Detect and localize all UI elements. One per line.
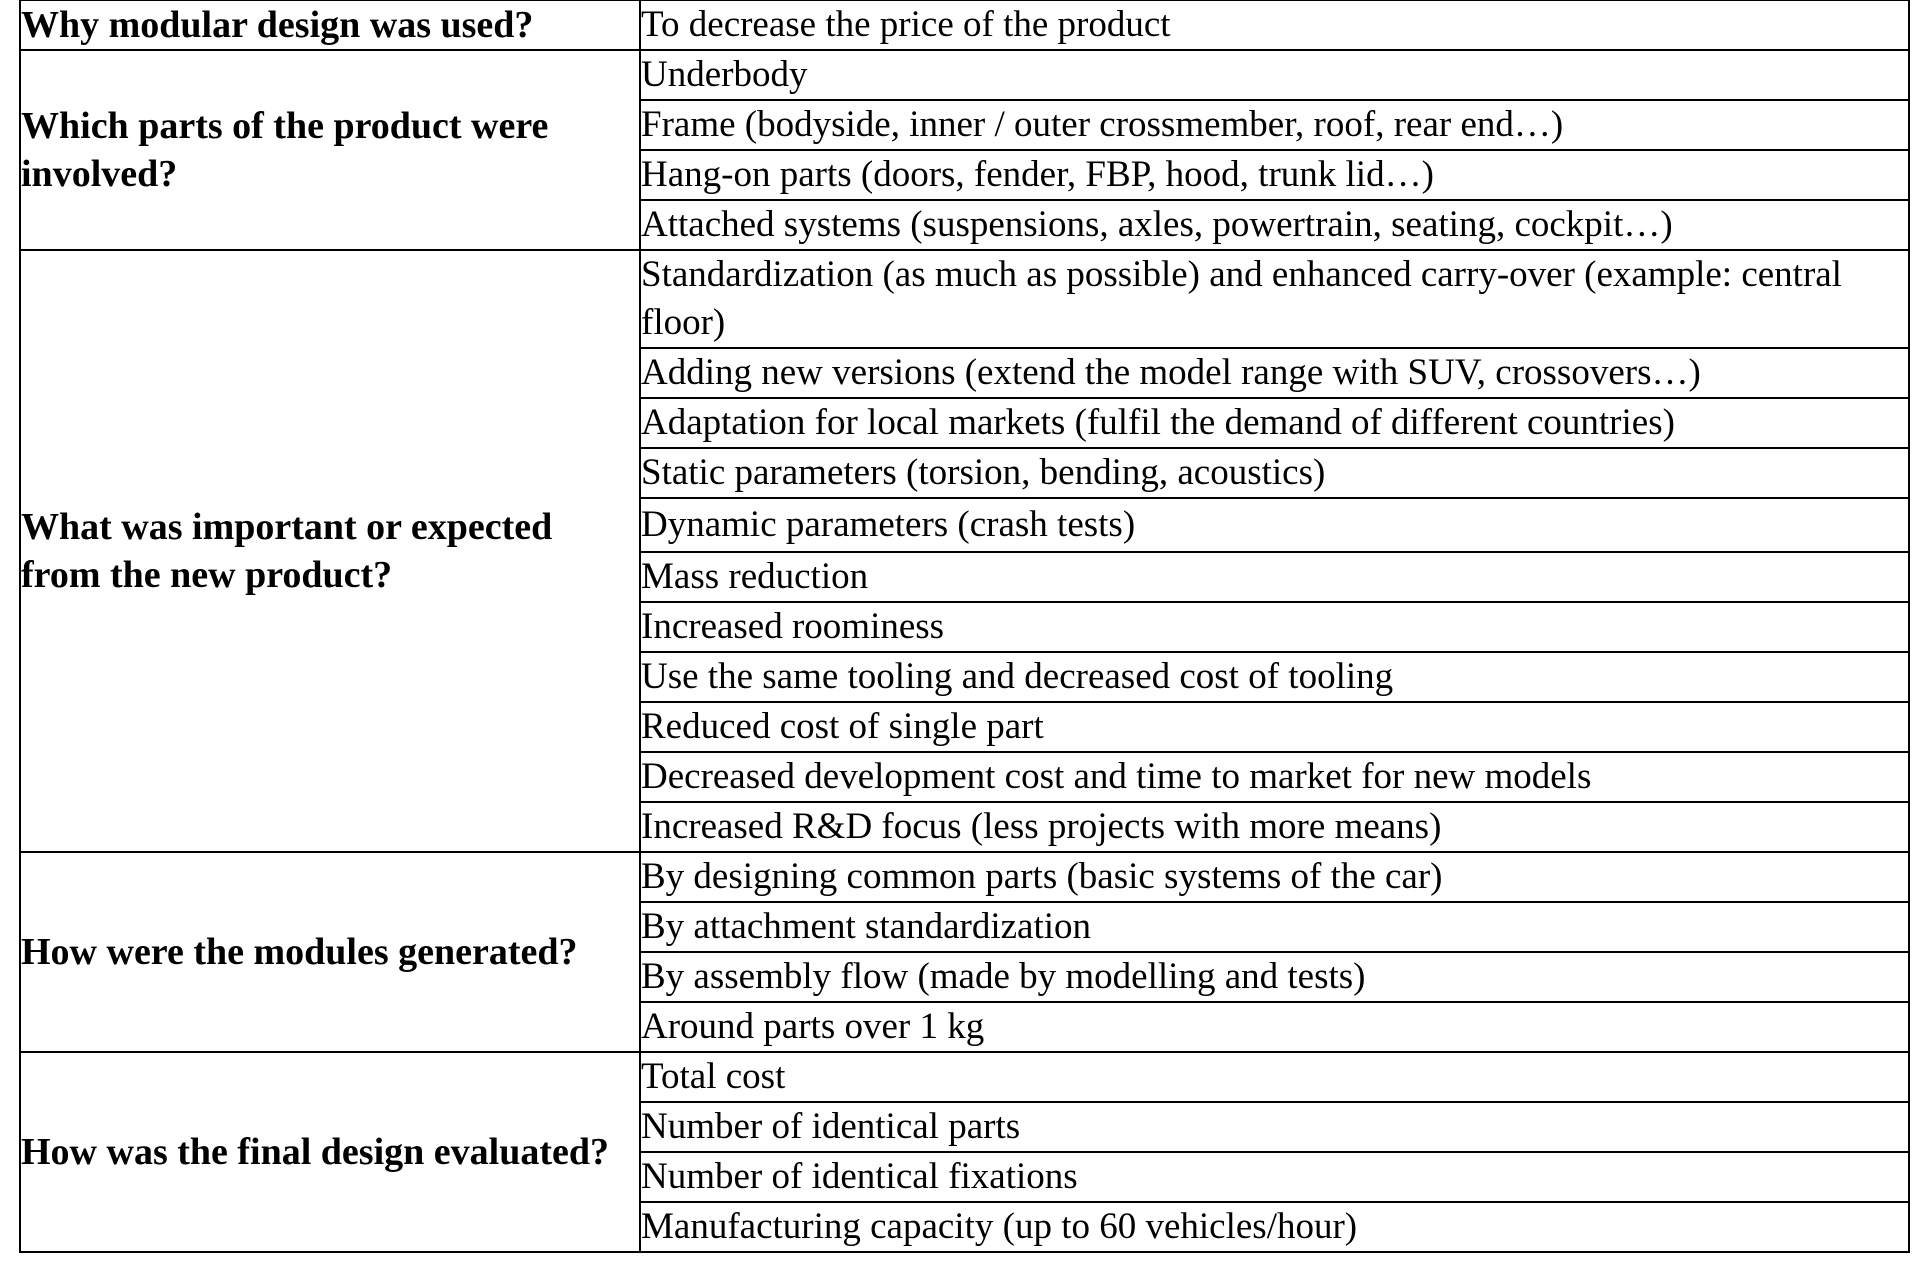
question-text: Which parts of the product were involved? xyxy=(21,105,549,195)
answer-text: Static parameters (torsion, bending, acoustics) xyxy=(641,452,1326,493)
answer-text: By attachment standardization xyxy=(641,906,1092,947)
answer-text: Increased roominess xyxy=(641,606,945,647)
answer-cell xyxy=(640,50,1909,100)
answer-text: Attached systems (suspensions, axles, powertrain, seating, cockpit…) xyxy=(641,204,1673,245)
modular-design-table xyxy=(19,0,1910,1253)
answer-text: Increased R&D focus (less projects with more means) xyxy=(641,806,1442,847)
answer-text: Standardization (as much as possible) and enhanced carry-over (example: central floor) xyxy=(641,254,1842,343)
answer-text: Decreased development cost and time to market for new models xyxy=(641,756,1592,797)
answer-cell xyxy=(640,802,1909,852)
question-cell xyxy=(20,0,640,50)
table-row xyxy=(20,0,1909,50)
question-cell xyxy=(20,250,640,852)
answer-cell xyxy=(640,1102,1909,1152)
question-cell xyxy=(20,1052,640,1252)
answer-cell xyxy=(640,752,1909,802)
answer-cell xyxy=(640,348,1909,398)
table-row xyxy=(20,50,1909,100)
question-text: What was important or expected from the new product? xyxy=(21,506,553,596)
answer-text: Frame (bodyside, inner / outer crossmember, roof, rear end…) xyxy=(641,104,1564,145)
answer-text: By assembly flow (made by modelling and tests) xyxy=(641,956,1366,997)
answer-text: Number of identical parts xyxy=(641,1106,1021,1147)
answer-text: Number of identical fixations xyxy=(641,1156,1078,1197)
answer-cell xyxy=(640,1202,1909,1252)
answer-text: Use the same tooling and decreased cost of tooling xyxy=(641,656,1394,697)
answer-text: Underbody xyxy=(641,54,808,95)
answer-cell xyxy=(640,448,1909,498)
table-row xyxy=(20,1052,1909,1102)
answer-cell xyxy=(640,552,1909,602)
table-row xyxy=(20,250,1909,348)
answer-cell xyxy=(640,0,1909,50)
answer-text: Adaptation for local markets (fulfil the demand of different countries) xyxy=(641,402,1675,443)
answer-cell xyxy=(640,1052,1909,1102)
question-text: How was the final design evaluated? xyxy=(21,1131,609,1173)
answer-cell xyxy=(640,1002,1909,1052)
answer-text: To decrease the price of the product xyxy=(641,4,1171,45)
answer-text: Mass reduction xyxy=(641,556,869,597)
answer-text: Reduced cost of single part xyxy=(641,706,1044,747)
answer-text: Around parts over 1 kg xyxy=(641,1006,985,1047)
answer-cell xyxy=(640,602,1909,652)
answer-cell xyxy=(640,652,1909,702)
answer-text: Dynamic parameters (crash tests) xyxy=(641,504,1136,545)
answer-cell xyxy=(640,952,1909,1002)
answer-cell xyxy=(640,1152,1909,1202)
table-row xyxy=(20,852,1909,902)
answer-text: Manufacturing capacity (up to 60 vehicles/hour) xyxy=(641,1206,1358,1247)
answer-cell xyxy=(640,902,1909,952)
question-cell xyxy=(20,50,640,250)
question-text: How were the modules generated? xyxy=(21,931,578,973)
answer-cell xyxy=(640,498,1909,552)
answer-text: Hang-on parts (doors, fender, FBP, hood, trunk lid…) xyxy=(641,154,1434,195)
answer-cell xyxy=(640,398,1909,448)
answer-cell xyxy=(640,250,1909,348)
answer-cell xyxy=(640,702,1909,752)
answer-text: Total cost xyxy=(641,1056,786,1097)
answer-cell xyxy=(640,852,1909,902)
answer-text: Adding new versions (extend the model range with SUV, crossovers…) xyxy=(641,352,1701,393)
answer-cell xyxy=(640,100,1909,150)
answer-text: By designing common parts (basic systems of the car) xyxy=(641,856,1443,897)
answer-cell xyxy=(640,150,1909,200)
question-cell xyxy=(20,852,640,1052)
question-text: Why modular design was used? xyxy=(21,4,534,46)
answer-cell xyxy=(640,200,1909,250)
